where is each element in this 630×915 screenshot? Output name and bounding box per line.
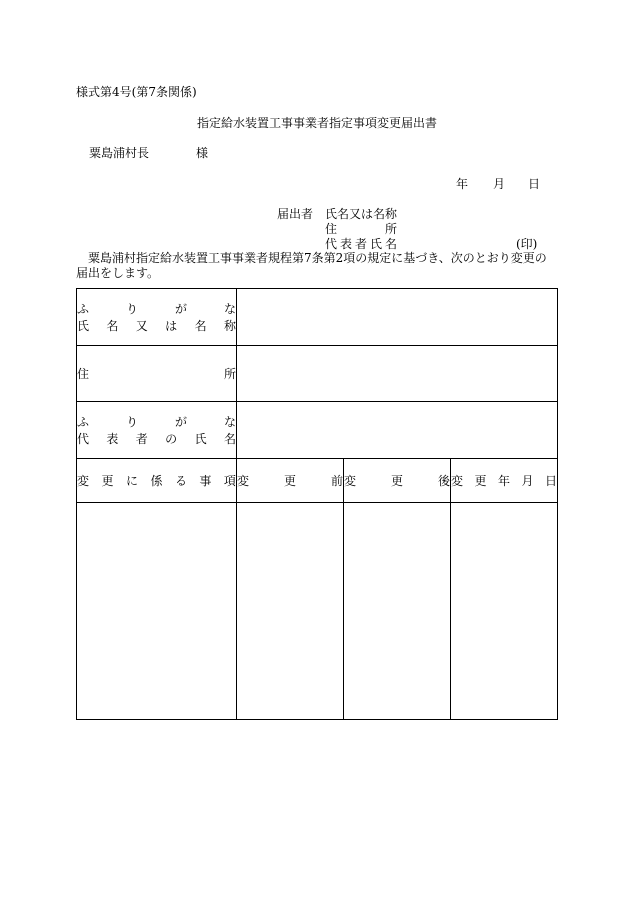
entry-item-cell[interactable] [77,503,237,720]
col-header-after: 変 更 後 [344,459,451,503]
addressee-name: 粟島浦村長 [89,146,150,160]
seal-mark: (印) [516,237,538,251]
address-value-cell[interactable] [237,346,558,402]
name-furigana: ふ り が な [77,302,236,316]
applicant-label: 届出者 [277,207,314,221]
table-row-representative [77,402,558,459]
name-label-cell [77,289,237,346]
applicant-rep-label: 代 表 者 氏 名 [325,237,397,251]
change-table [76,288,558,720]
entry-after-cell[interactable] [344,503,451,720]
table-entry-row [77,503,558,720]
col-header-date: 変 更 年 月 日 [451,459,558,503]
date-year: 年 [456,177,469,191]
col-header-before: 変 更 前 [237,459,344,503]
date-month: 月 [493,177,506,191]
name-label: 氏 名 又 は 名 称 [77,319,236,333]
entry-date-cell[interactable] [451,503,558,720]
entry-before-cell[interactable] [237,503,344,720]
rep-label-cell [77,402,237,459]
applicant-name-label: 氏名又は名称 [325,207,398,221]
name-value-cell[interactable] [237,289,558,346]
table-header-row [77,459,558,503]
body-paragraph: 粟島浦村指定給水装置工事事業者規程第7条第2項の規定に基づき、次のとおり変更の届出をします。 [76,251,547,280]
addressee-honorific: 様 [196,146,209,160]
table-row-address [77,346,558,402]
rep-value-cell[interactable] [237,402,558,459]
table-row-name [77,289,558,346]
address-label-cell [77,346,237,402]
rep-label: 代 表 者 の 氏 名 [77,432,236,446]
form-number: 様式第4号(第7条関係) [76,85,197,99]
document-title: 指定給水装置工事事業者指定事項変更届出書 [197,116,438,130]
date-day: 日 [528,177,541,191]
applicant-address-label: 住 所 [325,222,397,236]
rep-furigana: ふ り が な [77,415,236,429]
address-label: 住 所 [77,367,236,381]
col-header-item: 変 更 に 係 る 事 項 [77,459,237,503]
